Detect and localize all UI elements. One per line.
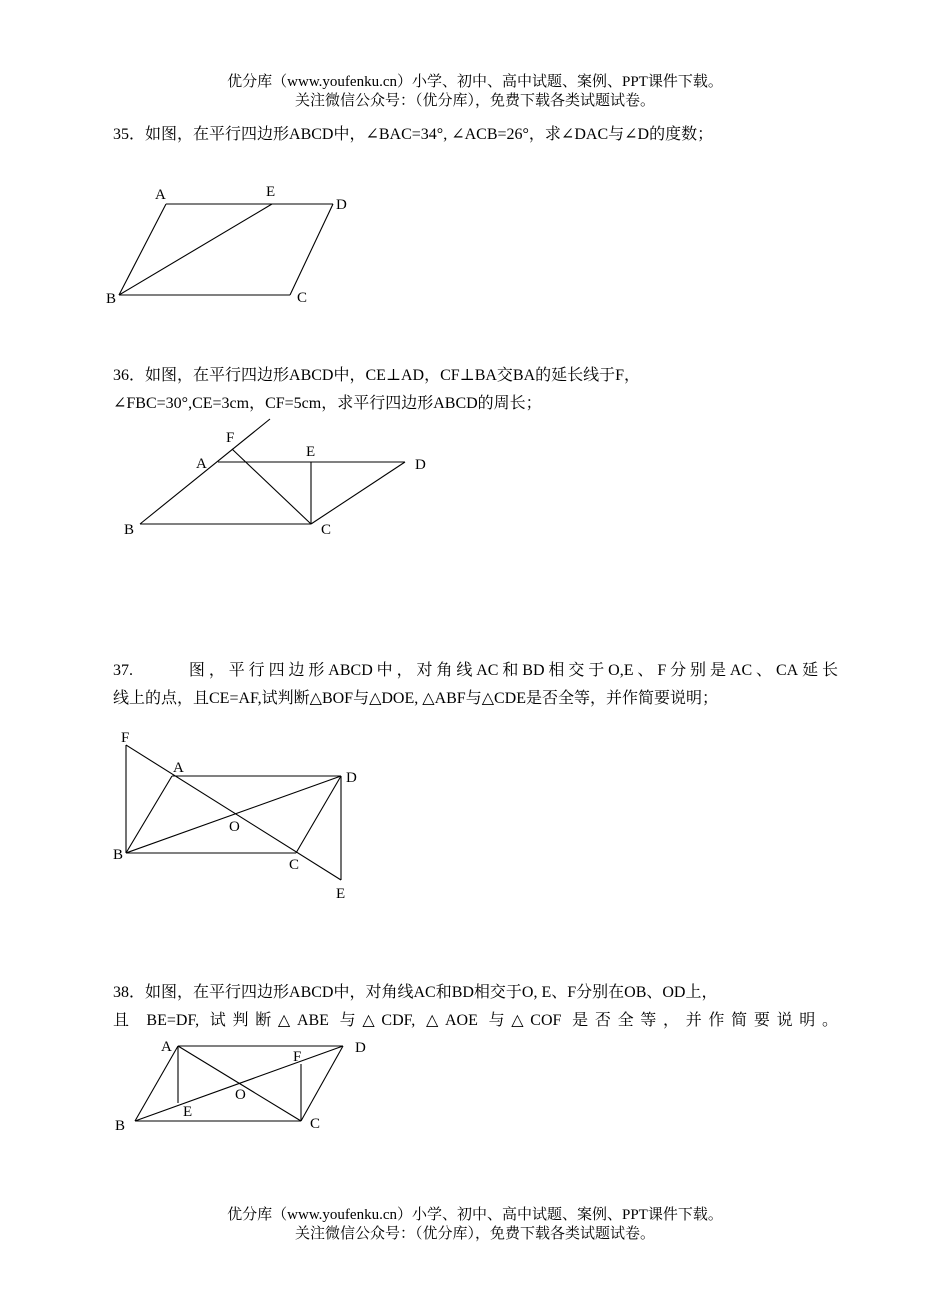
fig35-label-d: D — [336, 197, 347, 213]
fig38-label-d: D — [355, 1040, 366, 1056]
fig36-label-e: E — [306, 444, 316, 460]
fig38-diagonal-bd — [135, 1046, 343, 1121]
header-line-2: 关注微信公众号：（优分库），免费下载各类试题试卷。 — [294, 93, 655, 109]
fig35-label-a: A — [155, 187, 166, 203]
fig38-side-cd — [301, 1046, 343, 1121]
fig35-label-c: C — [297, 290, 308, 306]
fig38-label-o: O — [235, 1087, 246, 1103]
fig38-side-ab — [135, 1046, 178, 1121]
fig37-label-f: F — [121, 730, 130, 746]
question-36-line-2: ∠FBC=30°,CE=3cm，CF=5cm，求平行四边形ABCD的周长； — [113, 395, 542, 412]
header-line-1: 优分库（www.youfenku.cn）小学、初中、高中试题、案例、PPT课件下载。 — [227, 74, 723, 90]
fig35-label-b: B — [106, 291, 117, 307]
page-footer — [0, 1206, 950, 1244]
fig37-label-b: B — [113, 847, 124, 863]
fig36-label-d: D — [415, 457, 426, 473]
fig38-label-b: B — [115, 1118, 126, 1134]
fig36-label-f: F — [226, 430, 235, 446]
fig37-label-e: E — [336, 886, 346, 902]
question-38-line-1: 38．如图，在平行四边形ABCD中，对角线AC和BD相交于O, E、F分别在OB、OD上， — [113, 984, 718, 1001]
footer-line-1: 优分库（www.youfenku.cn）小学、初中、高中试题、案例、PPT课件下载。 — [227, 1207, 723, 1223]
question-38-line-2: 且 BE=DF, 试判断△ABE 与△CDF, △AOE 与△COF 是否全等，并作简要说明。 — [113, 1012, 838, 1029]
question-35-text: 35．如图，在平行四边形ABCD中，∠BAC=34°, ∠ACB=26°，求∠DAC与∠D的度数； — [113, 126, 714, 143]
fig38-label-f: F — [293, 1049, 302, 1065]
fig36-label-a: A — [196, 456, 207, 472]
footer-line-2: 关注微信公众号：（优分库），免费下载各类试题试卷。 — [294, 1226, 655, 1242]
question-37-line-2: 线上的点，且CE=AF,试判断△BOF与△DOE, △ABF与△CDE是否全等，并作简要说明； — [113, 690, 718, 707]
fig37-label-c: C — [289, 857, 300, 873]
fig36-label-c: C — [321, 522, 332, 538]
question-37-line-1: 37. 图，平行四边形ABCD中，对角线AC和BD相交于O,E、F分别是AC、CA延长 — [113, 662, 838, 679]
fig37-label-d: D — [346, 770, 357, 786]
fig38-label-e: E — [183, 1104, 193, 1120]
fig37-label-a: A — [173, 760, 184, 776]
fig38-label-a: A — [161, 1039, 172, 1055]
fig36-label-b: B — [124, 522, 135, 538]
fig38-label-c: C — [310, 1116, 321, 1132]
question-36-line-1: 36．如图，在平行四边形ABCD中，CE⊥AD，CF⊥BA交BA的延长线于F， — [113, 367, 641, 384]
fig35-label-e: E — [266, 184, 276, 200]
fig37-label-o: O — [229, 819, 240, 835]
